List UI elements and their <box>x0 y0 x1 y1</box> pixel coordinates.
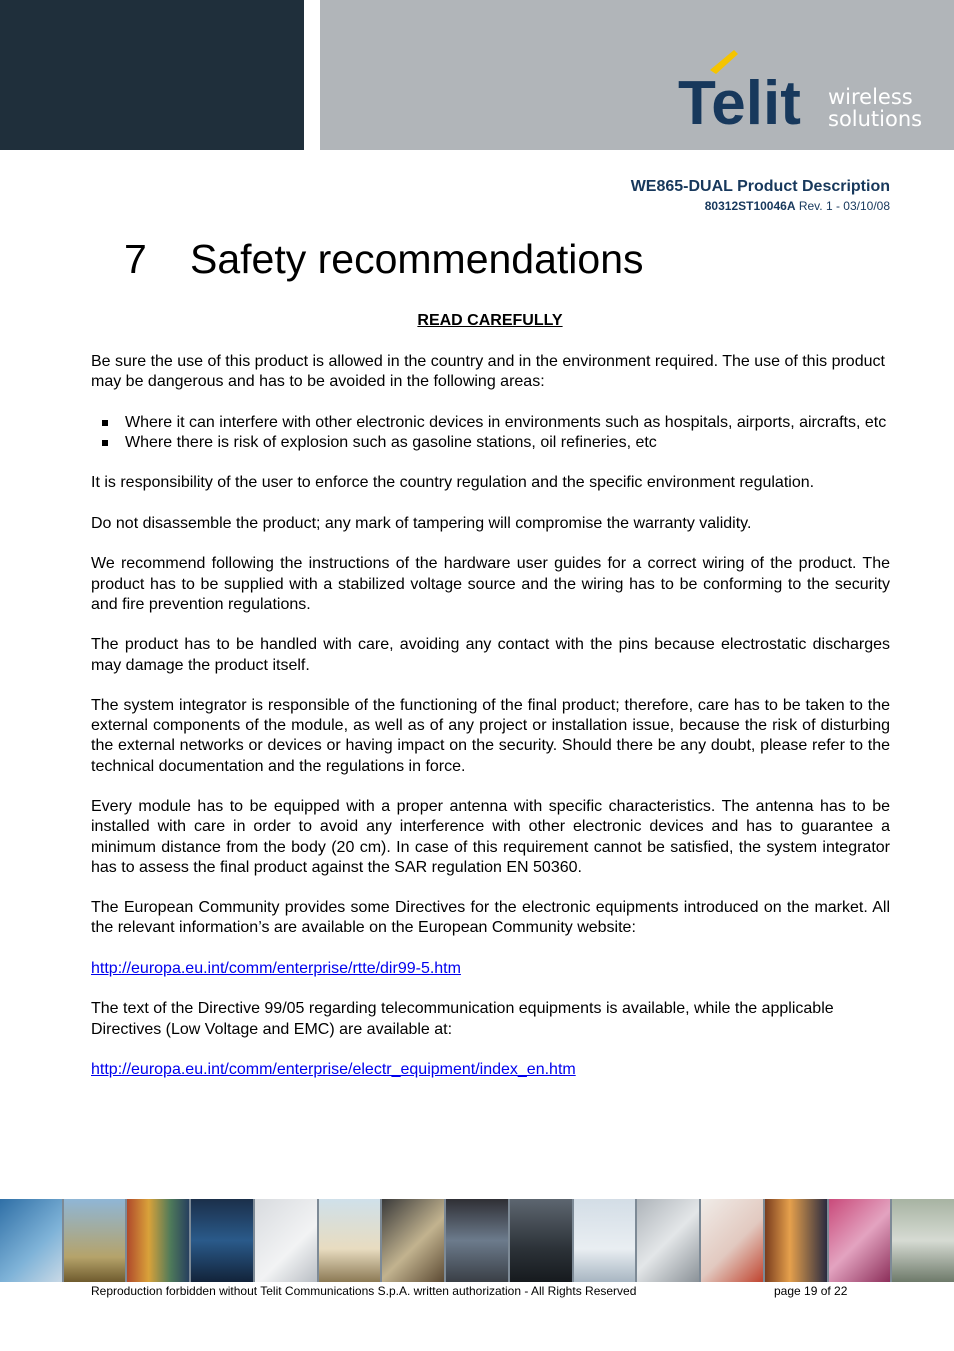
logo-wordmark: Telit <box>678 69 801 138</box>
page-number: page 19 of 22 <box>774 1284 848 1298</box>
header-dark-panel <box>0 0 304 150</box>
departure-board-photo <box>191 1199 253 1282</box>
elevator-panel-photo <box>510 1199 572 1282</box>
laser-lines-photo <box>701 1199 763 1282</box>
vending-machine-photo <box>446 1199 508 1282</box>
wind-turbines-photo <box>574 1199 636 1282</box>
antenna-paragraph: Every module has to be equipped with a proper antenna with specific characteristics. The antenna has to be installed with care in order to avoid any interference with other electronic devices and has to guarantee a minimum distance from the body (20 cm). In case of this requirement cannot be satisfied, the system integrator has to assess the final product against the SAR regulation EN 50360. <box>91 798 890 876</box>
directive-text-paragraph: The text of the Directive 99/05 regarding telecommunication equipments is available, while the applicable Directives (Low Voltage and EMC) are available at: <box>91 1000 834 1038</box>
body-content <box>91 352 890 1101</box>
document-title: WE865-DUAL Product Description <box>630 178 890 195</box>
roadside-phone-photo <box>64 1199 126 1282</box>
section-heading <box>124 236 644 283</box>
electr-link-line <box>91 1060 890 1080</box>
integrator-paragraph: The system integrator is responsible of the functioning of the final product; therefore, care has to be taken to the external components of the module, as well as of any project or installation issue, because the risk of disturbing the external networks or devices or having impact on the security. Should there be any doubt, please refer to the technical documentation and the regulations in force. <box>91 697 890 775</box>
train-motion-photo <box>765 1199 827 1282</box>
document-revision <box>705 199 890 213</box>
logo-tagline-line2: solutions <box>828 107 923 131</box>
card-payment-photo <box>382 1199 444 1282</box>
keyboard-photo <box>255 1199 317 1282</box>
list-item: Where there is risk of explosion such as gasoline stations, oil refineries, etc <box>91 433 890 453</box>
industrial-machine-photo <box>829 1199 891 1282</box>
hazard-area-list <box>91 413 890 453</box>
section-number: 7 <box>124 236 147 282</box>
cyclist-photo <box>319 1199 381 1282</box>
shipping-containers-photo <box>127 1199 189 1282</box>
wiring-paragraph: We recommend following the instructions of the hardware user guides for a correct wiring of the product. The product has to be supplied with a stabilized voltage source and the wiring has to be conforming to the security and fire prevention regulations. <box>91 555 890 613</box>
utility-meter-photo <box>637 1199 699 1282</box>
electr-equipment-link[interactable]: http://europa.eu.int/comm/enterprise/electr_equipment/index_en.htm <box>91 1061 576 1079</box>
footer-copyright: Reproduction forbidden without Telit Communications S.p.A. written authorization - All Rights Reserved <box>91 1284 637 1298</box>
document-number: 80312ST10046A <box>704 199 796 213</box>
disassemble-paragraph: Do not disassemble the product; any mark of tampering will compromise the warranty validity. <box>91 514 752 532</box>
responsibility-paragraph: It is responsibility of the user to enforce the country regulation and the specific environment regulation. <box>91 474 815 492</box>
revision-date: Rev. 1 - 03/10/08 <box>795 199 890 213</box>
intro-paragraph: Be sure the use of this product is allowed in the country and in the environment required. The use of this product may be dangerous and has to be avoided in the following areas: <box>91 353 885 391</box>
section-title: Safety recommendations <box>190 236 644 282</box>
security-camera-photo <box>892 1199 954 1282</box>
logo-tagline-line1: wireless <box>828 85 913 109</box>
rtte-directive-link[interactable]: http://europa.eu.int/comm/enterprise/rtte/dir99-5.htm <box>91 959 461 977</box>
telit-logo <box>676 48 936 138</box>
car-photo <box>0 1199 62 1282</box>
handling-paragraph: The product has to be handled with care, avoiding any contact with the pins because electrostatic discharges may damage the product itself. <box>91 636 890 674</box>
directives-paragraph: The European Community provides some Directives for the electronic equipments introduced on the market. All the relevant information’s are available on the European Community website: <box>91 899 890 937</box>
rtte-link-line <box>91 959 890 979</box>
list-item: Where it can interfere with other electronic devices in environments such as hospitals, airports, aircrafts, etc <box>91 413 890 433</box>
read-carefully-heading: READ CAREFULLY <box>417 312 563 329</box>
